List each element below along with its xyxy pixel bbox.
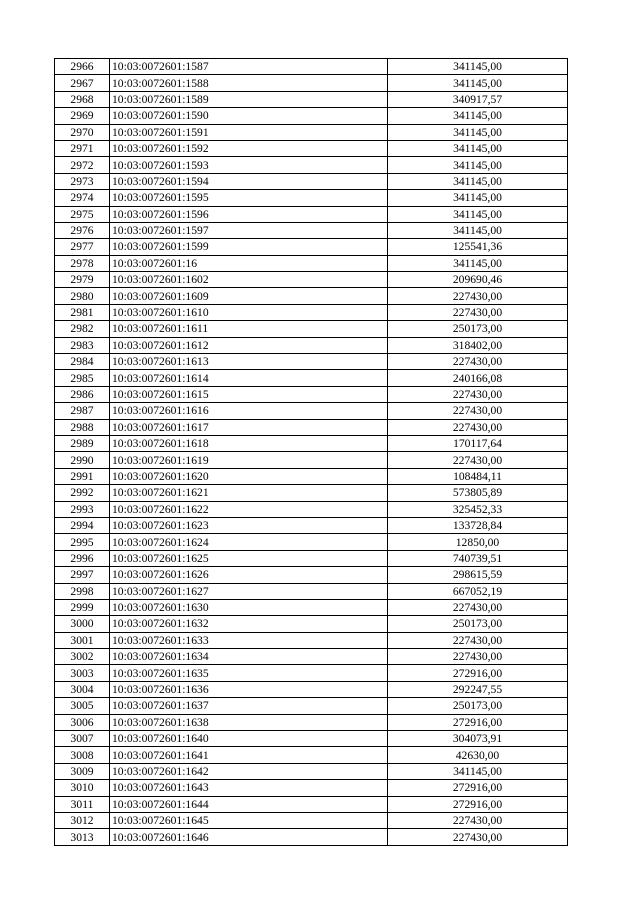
value-cell: 304073,91 [388,731,568,747]
table-row [55,550,568,566]
value-cell: 108484,11 [388,468,568,484]
cadastral-number-cell: 10:03:0072601:1634 [110,649,388,665]
table-row [55,780,568,796]
row-number-cell: 3010 [55,780,110,796]
row-number-cell: 2972 [55,157,110,173]
row-number-cell: 3003 [55,665,110,681]
cadastral-number-cell: 10:03:0072601:1632 [110,616,388,632]
row-number-cell: 3002 [55,649,110,665]
value-cell: 133728,84 [388,517,568,533]
table-row [55,419,568,435]
row-number-cell: 2967 [55,75,110,91]
table-row [55,698,568,714]
table-row [55,796,568,812]
cadastral-number-cell: 10:03:0072601:1644 [110,796,388,812]
row-number-cell: 2993 [55,501,110,517]
table-row [55,239,568,255]
row-number-cell: 2998 [55,583,110,599]
table-row [55,222,568,238]
cadastral-number-cell: 10:03:0072601:1614 [110,370,388,386]
cadastral-number-cell: 10:03:0072601:1610 [110,304,388,320]
table-row [55,173,568,189]
cadastral-number-cell: 10:03:0072601:1624 [110,534,388,550]
cadastral-number-cell: 10:03:0072601:1623 [110,517,388,533]
cadastral-number-cell: 10:03:0072601:1620 [110,468,388,484]
value-cell: 250173,00 [388,698,568,714]
cadastral-number-cell: 10:03:0072601:1590 [110,108,388,124]
row-number-cell: 2969 [55,108,110,124]
row-number-cell: 3008 [55,747,110,763]
row-number-cell: 2971 [55,140,110,156]
cadastral-number-cell: 10:03:0072601:16 [110,255,388,271]
value-cell: 341145,00 [388,255,568,271]
row-number-cell: 2974 [55,190,110,206]
value-cell: 341145,00 [388,222,568,238]
row-number-cell: 2981 [55,304,110,320]
cadastral-number-cell: 10:03:0072601:1617 [110,419,388,435]
cadastral-number-cell: 10:03:0072601:1613 [110,354,388,370]
table-row [55,124,568,140]
value-cell: 250173,00 [388,321,568,337]
table-row [55,763,568,779]
row-number-cell: 2996 [55,550,110,566]
table-row [55,714,568,730]
table-row [55,649,568,665]
row-number-cell: 2973 [55,173,110,189]
row-number-cell: 2990 [55,452,110,468]
row-number-cell: 2982 [55,321,110,337]
value-cell: 42630,00 [388,747,568,763]
table-row [55,304,568,320]
cadastral-number-cell: 10:03:0072601:1621 [110,485,388,501]
row-number-cell: 2976 [55,222,110,238]
value-cell: 341145,00 [388,206,568,222]
cadastral-number-cell: 10:03:0072601:1638 [110,714,388,730]
cadastral-number-cell: 10:03:0072601:1625 [110,550,388,566]
cadastral-number-cell: 10:03:0072601:1646 [110,829,388,845]
cadastral-number-cell: 10:03:0072601:1615 [110,386,388,402]
value-cell: 227430,00 [388,288,568,304]
value-cell: 667052,19 [388,583,568,599]
table-row [55,403,568,419]
row-number-cell: 2970 [55,124,110,140]
table-row [55,140,568,156]
cadastral-number-cell: 10:03:0072601:1622 [110,501,388,517]
table-row [55,435,568,451]
value-cell: 341145,00 [388,173,568,189]
table-row [55,321,568,337]
value-cell: 272916,00 [388,780,568,796]
cadastral-number-cell: 10:03:0072601:1637 [110,698,388,714]
cadastral-number-cell: 10:03:0072601:1626 [110,567,388,583]
row-number-cell: 2999 [55,599,110,615]
value-cell: 227430,00 [388,599,568,615]
value-cell: 240166,08 [388,370,568,386]
table-row [55,517,568,533]
table-row [55,272,568,288]
value-cell: 341145,00 [388,763,568,779]
row-number-cell: 2988 [55,419,110,435]
row-number-cell: 2980 [55,288,110,304]
row-number-cell: 3005 [55,698,110,714]
table-row [55,190,568,206]
row-number-cell: 2966 [55,59,110,75]
table-row [55,731,568,747]
table-row [55,370,568,386]
value-cell: 272916,00 [388,714,568,730]
value-cell: 341145,00 [388,59,568,75]
cadastral-number-cell: 10:03:0072601:1594 [110,173,388,189]
row-number-cell: 3004 [55,681,110,697]
value-cell: 298615,59 [388,567,568,583]
value-cell: 272916,00 [388,665,568,681]
cadastral-number-cell: 10:03:0072601:1627 [110,583,388,599]
row-number-cell: 2979 [55,272,110,288]
table-row [55,665,568,681]
cadastral-number-cell: 10:03:0072601:1618 [110,435,388,451]
row-number-cell: 3006 [55,714,110,730]
value-cell: 341145,00 [388,75,568,91]
value-cell: 325452,33 [388,501,568,517]
value-cell: 227430,00 [388,632,568,648]
table-row [55,354,568,370]
cadastral-number-cell: 10:03:0072601:1635 [110,665,388,681]
cadastral-number-cell: 10:03:0072601:1593 [110,157,388,173]
table-row [55,468,568,484]
table-row [55,91,568,107]
value-cell: 341145,00 [388,140,568,156]
value-cell: 227430,00 [388,452,568,468]
table-row [55,485,568,501]
row-number-cell: 3007 [55,731,110,747]
cadastral-number-cell: 10:03:0072601:1588 [110,75,388,91]
cadastral-number-cell: 10:03:0072601:1640 [110,731,388,747]
value-cell: 227430,00 [388,649,568,665]
row-number-cell: 2977 [55,239,110,255]
row-number-cell: 3001 [55,632,110,648]
table-row [55,632,568,648]
table-row [55,567,568,583]
cadastral-number-cell: 10:03:0072601:1636 [110,681,388,697]
row-number-cell: 3012 [55,812,110,828]
row-number-cell: 3000 [55,616,110,632]
cadastral-number-cell: 10:03:0072601:1591 [110,124,388,140]
cadastral-number-cell: 10:03:0072601:1596 [110,206,388,222]
cadastral-number-cell: 10:03:0072601:1630 [110,599,388,615]
value-cell: 227430,00 [388,304,568,320]
table-row [55,501,568,517]
table-row [55,386,568,402]
value-cell: 227430,00 [388,812,568,828]
row-number-cell: 2978 [55,255,110,271]
table-row [55,452,568,468]
value-cell: 227430,00 [388,386,568,402]
value-cell: 227430,00 [388,829,568,845]
cadastral-number-cell: 10:03:0072601:1633 [110,632,388,648]
value-cell: 227430,00 [388,403,568,419]
row-number-cell: 2984 [55,354,110,370]
table-row [55,812,568,828]
table-row [55,337,568,353]
table-row [55,599,568,615]
cadastral-value-table [54,58,568,846]
value-cell: 573805,89 [388,485,568,501]
row-number-cell: 3009 [55,763,110,779]
cadastral-number-cell: 10:03:0072601:1645 [110,812,388,828]
table-row [55,534,568,550]
row-number-cell: 2975 [55,206,110,222]
cadastral-number-cell: 10:03:0072601:1599 [110,239,388,255]
table-row [55,206,568,222]
table-row [55,747,568,763]
value-cell: 12850,00 [388,534,568,550]
cadastral-number-cell: 10:03:0072601:1602 [110,272,388,288]
cadastral-number-cell: 10:03:0072601:1595 [110,190,388,206]
row-number-cell: 2986 [55,386,110,402]
value-cell: 740739,51 [388,550,568,566]
row-number-cell: 2995 [55,534,110,550]
value-cell: 250173,00 [388,616,568,632]
row-number-cell: 2994 [55,517,110,533]
row-number-cell: 2991 [55,468,110,484]
table-row [55,255,568,271]
table-row [55,157,568,173]
value-cell: 341145,00 [388,157,568,173]
value-cell: 227430,00 [388,354,568,370]
cadastral-number-cell: 10:03:0072601:1587 [110,59,388,75]
value-cell: 170117,64 [388,435,568,451]
table-row [55,288,568,304]
table-row [55,59,568,75]
row-number-cell: 2985 [55,370,110,386]
table-row [55,75,568,91]
value-cell: 272916,00 [388,796,568,812]
row-number-cell: 3013 [55,829,110,845]
table-row [55,108,568,124]
cadastral-number-cell: 10:03:0072601:1589 [110,91,388,107]
cadastral-number-cell: 10:03:0072601:1642 [110,763,388,779]
cadastral-number-cell: 10:03:0072601:1592 [110,140,388,156]
table-row [55,829,568,845]
value-cell: 341145,00 [388,124,568,140]
table-row [55,583,568,599]
row-number-cell: 2997 [55,567,110,583]
row-number-cell: 2989 [55,435,110,451]
row-number-cell: 2992 [55,485,110,501]
value-cell: 292247,55 [388,681,568,697]
table-row [55,681,568,697]
cadastral-number-cell: 10:03:0072601:1612 [110,337,388,353]
cadastral-number-cell: 10:03:0072601:1616 [110,403,388,419]
value-cell: 125541,36 [388,239,568,255]
value-cell: 227430,00 [388,419,568,435]
cadastral-number-cell: 10:03:0072601:1597 [110,222,388,238]
row-number-cell: 2968 [55,91,110,107]
value-cell: 341145,00 [388,108,568,124]
value-cell: 340917,57 [388,91,568,107]
table-body [55,59,568,846]
value-cell: 209690,46 [388,272,568,288]
cadastral-number-cell: 10:03:0072601:1609 [110,288,388,304]
table-row [55,616,568,632]
value-cell: 318402,00 [388,337,568,353]
row-number-cell: 2983 [55,337,110,353]
cadastral-number-cell: 10:03:0072601:1611 [110,321,388,337]
row-number-cell: 3011 [55,796,110,812]
cadastral-number-cell: 10:03:0072601:1643 [110,780,388,796]
cadastral-number-cell: 10:03:0072601:1619 [110,452,388,468]
row-number-cell: 2987 [55,403,110,419]
cadastral-number-cell: 10:03:0072601:1641 [110,747,388,763]
value-cell: 341145,00 [388,190,568,206]
